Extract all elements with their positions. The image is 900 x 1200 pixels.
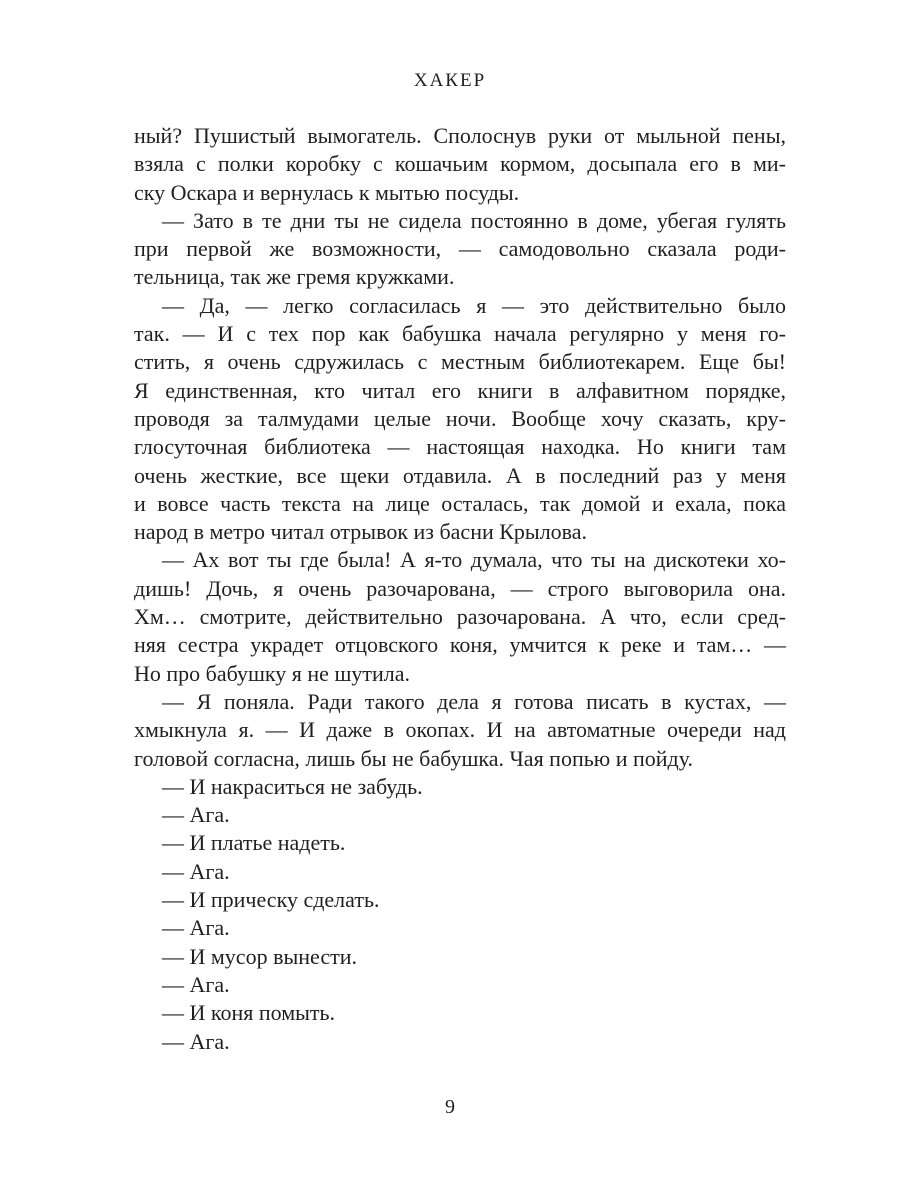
text-line: — Ах вот ты где была! А я-то думала, что ты на дискотеки хо- <box>162 547 786 573</box>
text-line: глосуточная библиотека — настоящая находка. Но книги там <box>134 434 786 460</box>
text-line: стить, я очень сдружилась с местным библиотекарем. Еще бы! <box>134 349 786 375</box>
text-line: — Ага. <box>162 858 230 884</box>
text-line: Но про бабушку я не шутила. <box>134 660 411 686</box>
text-line: так. — И с тех пор как бабушка начала регулярно у меня го- <box>134 321 786 347</box>
text-line: очень жесткие, все щеки отдавила. А в последний раз у меня <box>134 462 786 488</box>
text-line: Я единственная, кто читал его книги в алфавитном порядке, <box>134 377 786 403</box>
text-line: — И прическу сделать. <box>162 887 380 913</box>
text-line: — Да, — легко согласилась я — это действительно было <box>162 292 786 318</box>
text-line: — Ага. <box>162 915 230 941</box>
text-line: взяла с полки коробку с кошачьим кормом, досыпала его в ми- <box>134 151 786 177</box>
text-line: народ в метро читал отрывок из басни Крылова. <box>134 519 588 545</box>
text-line: тельница, так же гремя кружками. <box>134 264 455 290</box>
text-line: — Ага. <box>162 802 230 828</box>
text-line: головой согласна, лишь бы не бабушка. Чая попью и пойду. <box>134 745 694 771</box>
text-line: дишь! Дочь, я очень разочарована, — строго выговорила она. <box>134 575 786 601</box>
text-line: — И платье надеть. <box>162 830 346 856</box>
text-line: хмыкнула я. — И даже в окопах. И на автоматные очереди над <box>134 717 786 743</box>
text-line: при первой же возможности, — самодовольно сказала роди- <box>134 236 786 262</box>
text-line: — И накраситься не забудь. <box>162 773 423 799</box>
running-header-title: ХАКЕР <box>413 70 487 91</box>
page-number: 9 <box>445 1096 455 1118</box>
body-text <box>134 122 786 1056</box>
text-line: ный? Пушистый вымогатель. Сполоснув руки от мыльной пены, <box>134 123 786 148</box>
text-line: проводя за талмудами целые ночи. Вообще хочу сказать, кру- <box>134 405 786 431</box>
text-line: няя сестра украдет отцовского коня, умчится к реке и там… — <box>134 632 786 658</box>
text-line: ску Оскара и вернулась к мытью посуды. <box>134 179 520 205</box>
text-line: — Я поняла. Ради такого дела я готова писать в кустах, — <box>162 688 786 714</box>
text-line: — И мусор вынести. <box>162 943 357 969</box>
text-line: — Ага. <box>162 1028 230 1054</box>
text-line: — Зато в те дни ты не сидела постоянно в доме, убегая гулять <box>162 207 786 233</box>
text-line: — И коня помыть. <box>162 1000 336 1026</box>
text-line: и вовсе часть текста на лице осталась, так домой и ехала, пока <box>134 490 786 516</box>
text-line: Хм… смотрите, действительно разочарована. А что, если сред- <box>134 604 786 630</box>
text-line: — Ага. <box>162 971 230 997</box>
